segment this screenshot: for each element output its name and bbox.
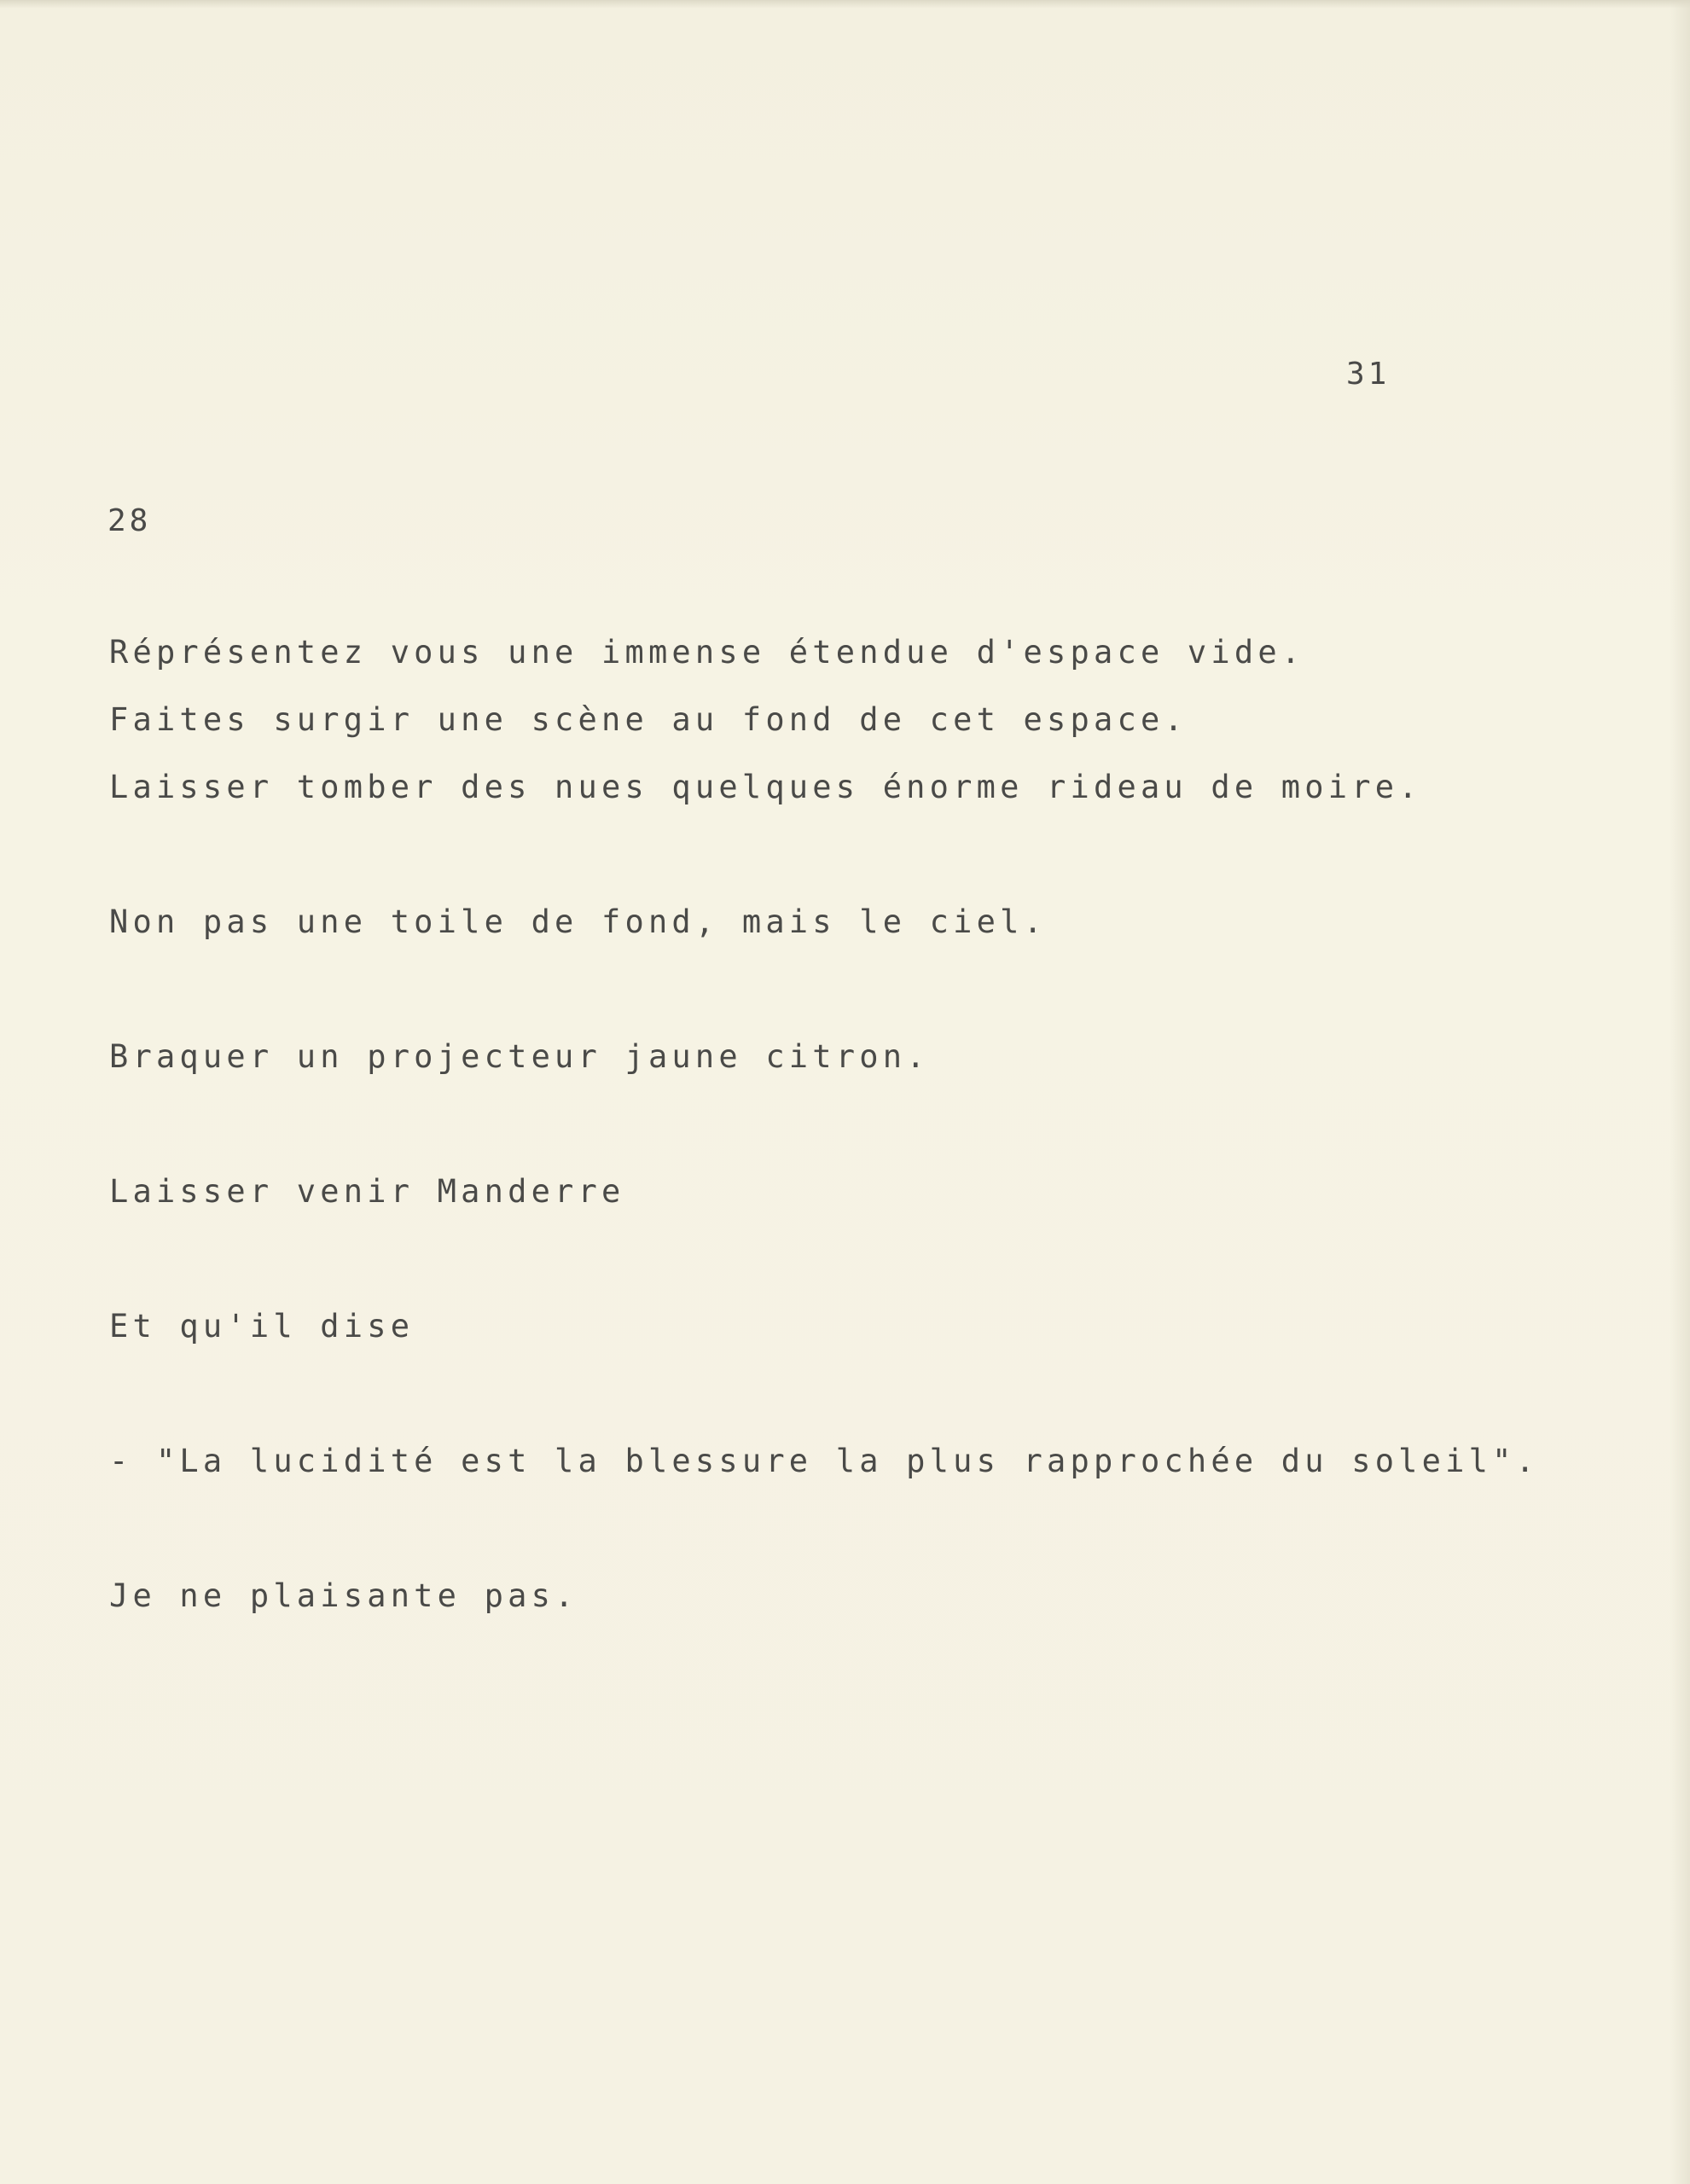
text-line: Laisser tomber des nues quelques énorme rideau de moire. [109, 769, 1422, 805]
right-edge-shadow [1670, 0, 1690, 2184]
text-line: Braquer un projecteur jaune citron. [109, 1038, 930, 1075]
quote-line: - "La lucidité est la blessure la plus rapprochée du soleil". [109, 1443, 1540, 1479]
text-line: Faites surgir une scène au fond de cet espace. [109, 701, 1188, 738]
text-line: Non pas une toile de fond, mais le ciel. [109, 903, 1048, 940]
paragraph-gap [109, 967, 1559, 1034]
text-body [109, 630, 1559, 1641]
paragraph-gap [109, 1506, 1559, 1573]
text-line: Je ne plaisante pas. [109, 1577, 578, 1614]
paragraph-gap [109, 1101, 1559, 1169]
top-edge-shadow [0, 0, 1690, 9]
paragraph-gap [109, 832, 1559, 899]
section-number: 28 [107, 503, 152, 538]
paragraph-gap [109, 1371, 1559, 1438]
text-line: Réprésentez vous une immense étendue d'espace vide. [109, 634, 1305, 671]
page-number: 31 [1346, 357, 1391, 392]
text-line: Et qu'il dise [109, 1308, 415, 1345]
paragraph-gap [109, 1236, 1559, 1304]
text-line: Laisser venir Manderre [109, 1173, 625, 1210]
